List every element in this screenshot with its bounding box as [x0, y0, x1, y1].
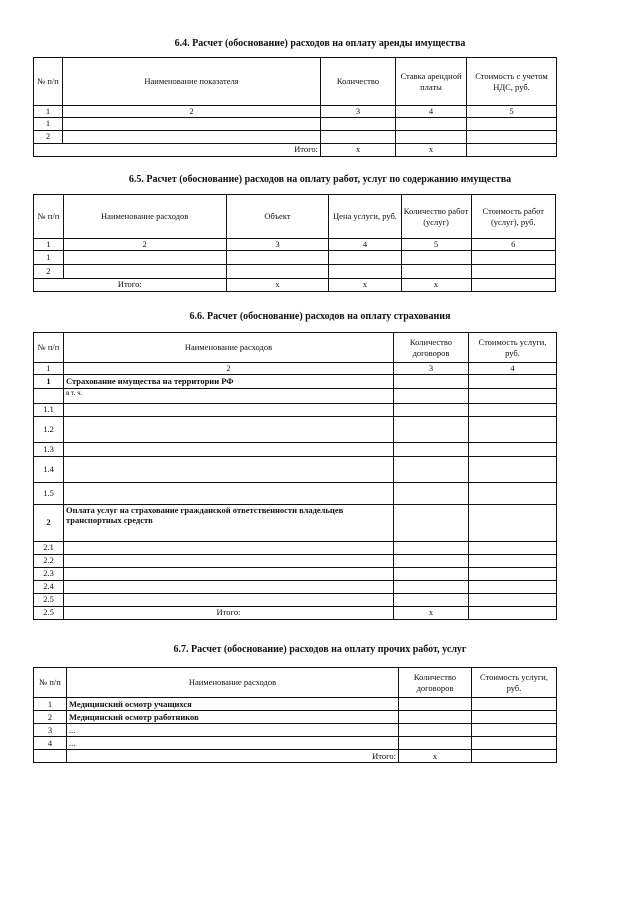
header-cell: Цена услуги, руб. — [329, 195, 401, 239]
table-row — [34, 388, 557, 403]
table-cell — [394, 482, 469, 504]
row-name: Медицинский осмотр работников — [67, 711, 399, 724]
table-cell — [472, 724, 557, 737]
insurance-table — [33, 332, 557, 620]
table-cell — [399, 698, 472, 711]
header-cell: Количество договоров — [399, 668, 472, 698]
table-cell — [63, 130, 321, 143]
table-cell — [471, 250, 555, 264]
table-cell — [469, 554, 557, 567]
rent-table — [33, 57, 557, 157]
row-number: 1 — [34, 250, 64, 264]
other-services-table — [33, 667, 557, 763]
header-cell: № п/п — [34, 333, 64, 363]
header-cell: Наименование показателя — [63, 58, 321, 106]
table-cell — [321, 117, 396, 130]
total-row — [34, 750, 557, 763]
table-cell — [64, 593, 394, 606]
header-cell: Стоимость услуги, руб. — [472, 668, 557, 698]
row-number: 2.1 — [34, 541, 64, 554]
row-number: 1.4 — [34, 456, 64, 482]
column-number: 2 — [63, 239, 226, 251]
header-cell: № п/п — [34, 668, 67, 698]
column-number: 3 — [394, 363, 469, 375]
column-numbers-row — [34, 239, 556, 251]
table-row — [34, 130, 557, 143]
table-cell — [64, 442, 394, 456]
row-number: 1 — [34, 117, 63, 130]
table-row — [34, 264, 556, 278]
section-6-6-title: 6.6. Расчет (обоснование) расходов на оплату страхования — [189, 311, 451, 322]
table-cell — [64, 554, 394, 567]
table-cell — [469, 403, 557, 416]
row-number: 2 — [34, 264, 64, 278]
table-cell — [64, 567, 394, 580]
row-number: 2.3 — [34, 567, 64, 580]
table-row — [34, 698, 557, 711]
table-row — [34, 541, 557, 554]
row-number: 2.2 — [34, 554, 64, 567]
table-cell — [64, 456, 394, 482]
column-number: 3 — [321, 106, 396, 118]
table-cell — [329, 250, 401, 264]
table-cell — [469, 567, 557, 580]
row-number: 1 — [34, 374, 64, 388]
table-row — [34, 117, 557, 130]
header-cell: Объект — [226, 195, 329, 239]
total-row — [34, 278, 556, 291]
table-cell — [472, 737, 557, 750]
header-cell: Наименование расходов — [67, 668, 399, 698]
table-cell — [469, 442, 557, 456]
total-cell: x — [329, 278, 401, 291]
total-cell: x — [399, 750, 472, 763]
table-cell — [394, 456, 469, 482]
table-row — [34, 554, 557, 567]
header-cell: Ставка арендной платы — [396, 58, 467, 106]
total-cell: x — [401, 278, 471, 291]
table-header-row — [34, 195, 556, 239]
row-name: Оплата услуг на страхование гражданской ответственности владельцев транспортных средств — [64, 504, 394, 541]
table-cell — [472, 698, 557, 711]
table-cell — [471, 264, 555, 278]
row-number: 1.2 — [34, 416, 64, 442]
row-name: Медицинский осмотр учащихся — [67, 698, 399, 711]
maintenance-table — [33, 194, 556, 292]
table-cell — [399, 737, 472, 750]
table-cell — [394, 504, 469, 541]
table-cell — [64, 541, 394, 554]
table-cell — [394, 567, 469, 580]
table-row — [34, 504, 557, 541]
table-cell — [472, 711, 557, 724]
row-number: 1.5 — [34, 482, 64, 504]
table-cell — [226, 250, 329, 264]
table-cell — [63, 264, 226, 278]
total-cell: x — [321, 143, 396, 156]
table-row — [34, 567, 557, 580]
row-number: 1 — [34, 698, 67, 711]
table-cell — [394, 416, 469, 442]
column-number: 5 — [467, 106, 557, 118]
table-cell — [467, 130, 557, 143]
table-header-row — [34, 58, 557, 106]
total-cell: x — [396, 143, 467, 156]
table-cell — [64, 416, 394, 442]
header-cell: Стоимость с учетом НДС, руб. — [467, 58, 557, 106]
total-cell — [471, 278, 555, 291]
table-cell — [399, 724, 472, 737]
row-number: 2 — [34, 711, 67, 724]
total-label: Итого: — [34, 143, 321, 156]
table-cell — [64, 403, 394, 416]
table-cell — [399, 711, 472, 724]
table-cell — [394, 403, 469, 416]
column-number: 4 — [329, 239, 401, 251]
header-cell: Количество договоров — [394, 333, 469, 363]
table-cell — [469, 416, 557, 442]
row-number — [34, 388, 64, 403]
header-cell: Стоимость работ (услуг), руб. — [471, 195, 555, 239]
table-cell — [34, 750, 67, 763]
table-cell — [63, 250, 226, 264]
table-cell — [321, 130, 396, 143]
table-row — [34, 374, 557, 388]
table-row — [34, 737, 557, 750]
table-header-row — [34, 333, 557, 363]
table-cell — [469, 541, 557, 554]
table-cell — [394, 374, 469, 388]
table-cell — [226, 264, 329, 278]
column-number: 4 — [396, 106, 467, 118]
section-6-7-title: 6.7. Расчет (обоснование) расходов на оплату прочих работ, услуг — [173, 644, 467, 655]
column-number: 6 — [471, 239, 555, 251]
table-row — [34, 456, 557, 482]
column-number: 4 — [469, 363, 557, 375]
row-name: Страхование имущества на территории РФ — [64, 374, 394, 388]
column-number: 3 — [226, 239, 329, 251]
table-header-row — [34, 668, 557, 698]
column-numbers-row — [34, 106, 557, 118]
table-cell — [394, 593, 469, 606]
total-cell — [469, 606, 557, 619]
column-number: 2 — [64, 363, 394, 375]
table-cell — [469, 388, 557, 403]
table-row — [34, 250, 556, 264]
table-cell — [394, 442, 469, 456]
row-number: 1.3 — [34, 442, 64, 456]
table-cell — [394, 554, 469, 567]
total-row — [34, 143, 557, 156]
header-cell: Количество — [321, 58, 396, 106]
row-number: 4 — [34, 737, 67, 750]
table-cell — [329, 264, 401, 278]
row-number: 2.5 — [34, 606, 64, 619]
total-label: Итого: — [34, 278, 227, 291]
row-name: ... — [67, 737, 399, 750]
table-cell — [394, 388, 469, 403]
table-row — [34, 442, 557, 456]
table-row — [34, 593, 557, 606]
table-cell — [396, 130, 467, 143]
total-cell: x — [394, 606, 469, 619]
table-row — [34, 724, 557, 737]
table-cell — [467, 117, 557, 130]
column-number: 2 — [63, 106, 321, 118]
header-cell: Наименование расходов — [64, 333, 394, 363]
table-row — [34, 482, 557, 504]
table-cell — [469, 456, 557, 482]
header-cell: № п/п — [34, 58, 63, 106]
table-row — [34, 580, 557, 593]
total-cell — [472, 750, 557, 763]
table-cell — [401, 250, 471, 264]
table-cell — [64, 482, 394, 504]
row-number: 2.5 — [34, 593, 64, 606]
table-cell — [469, 580, 557, 593]
row-number: 3 — [34, 724, 67, 737]
table-cell — [469, 593, 557, 606]
row-number: 2 — [34, 504, 64, 541]
table-cell — [394, 580, 469, 593]
table-cell — [469, 374, 557, 388]
table-cell — [64, 580, 394, 593]
header-cell: № п/п — [34, 195, 64, 239]
total-row — [34, 606, 557, 619]
row-name: в т. ч. — [64, 388, 394, 403]
total-cell — [467, 143, 557, 156]
total-cell: x — [226, 278, 329, 291]
table-cell — [63, 117, 321, 130]
column-numbers-row — [34, 363, 557, 375]
row-number: 1.1 — [34, 403, 64, 416]
column-number: 5 — [401, 239, 471, 251]
row-number: 2 — [34, 130, 63, 143]
column-number: 1 — [34, 363, 64, 375]
column-number: 1 — [34, 239, 64, 251]
header-cell: Стоимость услуги, руб. — [469, 333, 557, 363]
section-6-5-title: 6.5. Расчет (обоснование) расходов на оплату работ, услуг по содержанию имущества — [128, 174, 512, 185]
table-cell — [469, 482, 557, 504]
column-number: 1 — [34, 106, 63, 118]
section-6-4-title: 6.4. Расчет (обоснование) расходов на оплату аренды имущества — [174, 38, 466, 49]
table-row — [34, 403, 557, 416]
total-label: Итого: — [64, 606, 394, 619]
row-number: 2.4 — [34, 580, 64, 593]
table-cell — [401, 264, 471, 278]
table-cell — [396, 117, 467, 130]
table-row — [34, 711, 557, 724]
table-cell — [394, 541, 469, 554]
table-cell — [469, 504, 557, 541]
header-cell: Количество работ (услуг) — [401, 195, 471, 239]
header-cell: Наименование расходов — [63, 195, 226, 239]
table-row — [34, 416, 557, 442]
total-label: Итого: — [67, 750, 399, 763]
row-name: ... — [67, 724, 399, 737]
